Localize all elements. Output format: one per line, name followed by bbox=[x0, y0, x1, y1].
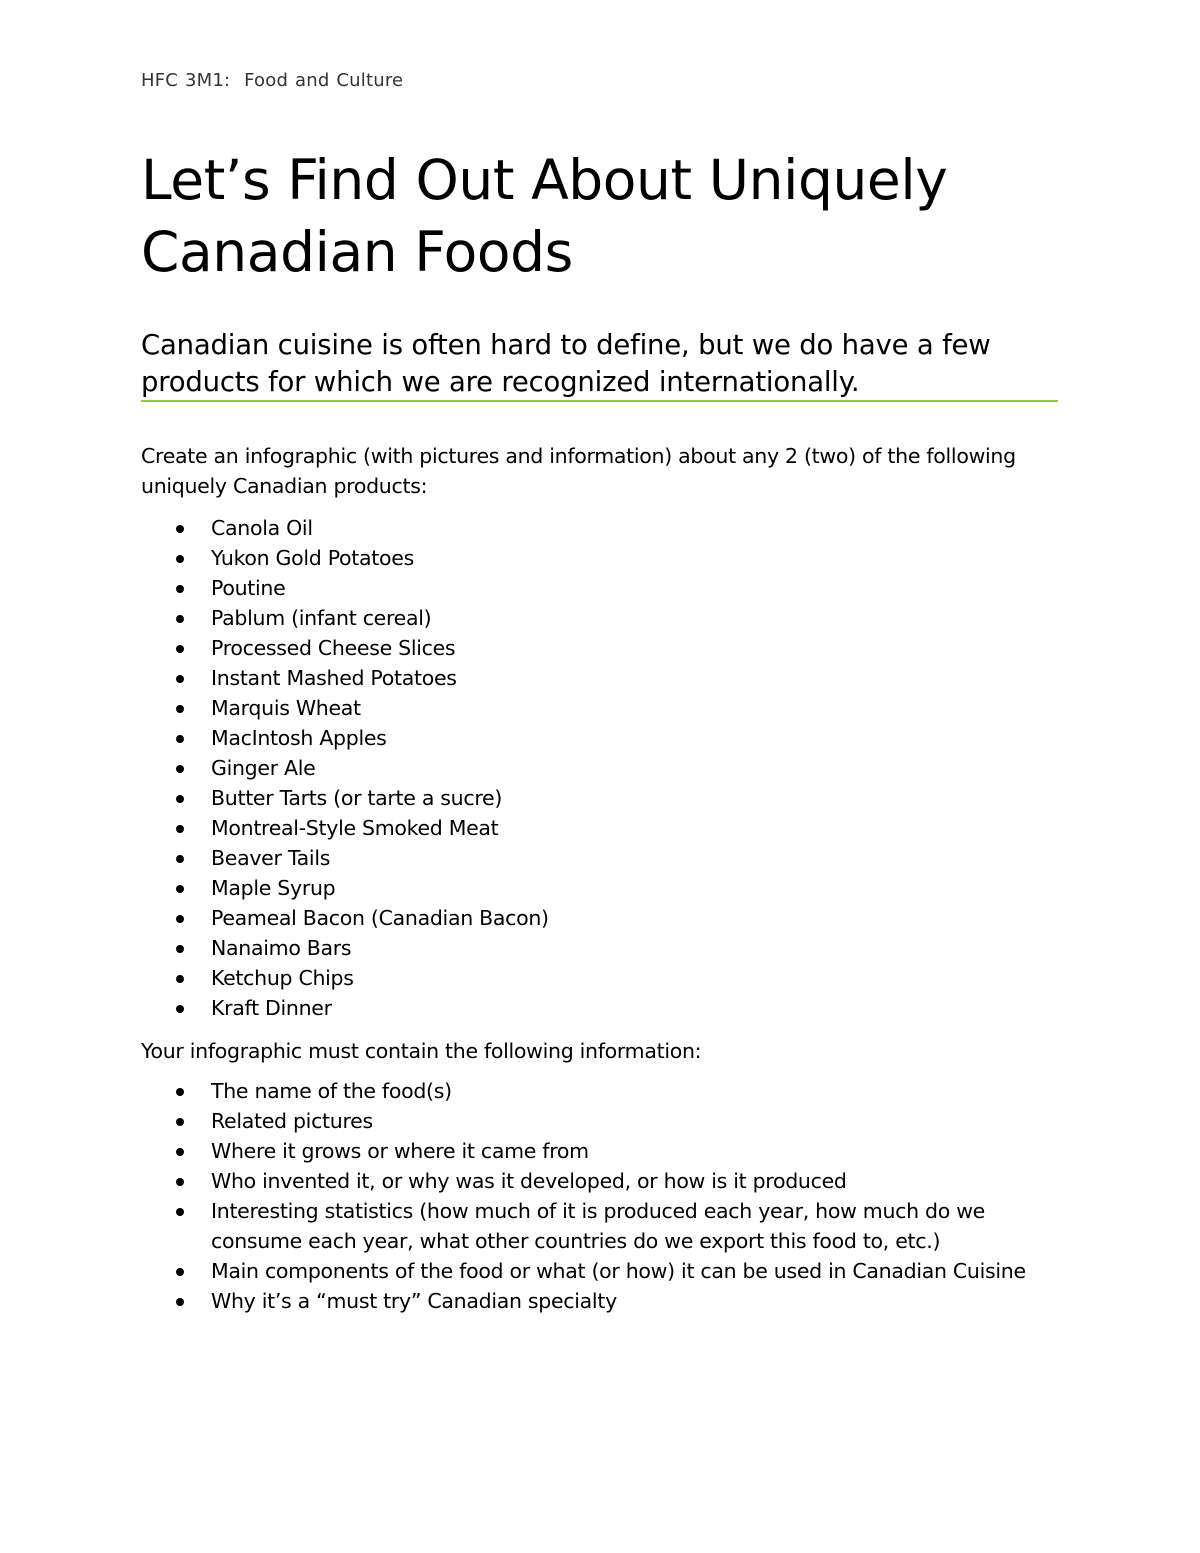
bullet-icon bbox=[176, 885, 184, 893]
requirement-label: Related pictures bbox=[211, 1109, 373, 1133]
bullet-icon bbox=[176, 555, 184, 563]
requirements-intro: Your infographic must contain the following information: bbox=[141, 1039, 702, 1063]
product-item bbox=[0, 843, 1041, 873]
product-label: Kraft Dinner bbox=[211, 996, 332, 1020]
requirements-list bbox=[0, 1076, 1041, 1316]
bullet-icon bbox=[176, 915, 184, 923]
product-item bbox=[0, 873, 1041, 903]
bullet-icon bbox=[176, 1088, 184, 1096]
course-header: HFC 3M1: Food and Culture bbox=[141, 70, 404, 91]
bullet-icon bbox=[176, 945, 184, 953]
product-item bbox=[0, 753, 1041, 783]
bullet-icon bbox=[176, 1298, 184, 1306]
assignment-instruction: Create an infographic (with pictures and information) about any 2 (two) of the following uniquely Canadian products: bbox=[141, 444, 1016, 498]
requirement-item bbox=[0, 1196, 1041, 1256]
product-label: Nanaimo Bars bbox=[211, 936, 352, 960]
product-item bbox=[0, 903, 1041, 933]
requirement-item bbox=[0, 1166, 1041, 1196]
bullet-icon bbox=[176, 975, 184, 983]
product-item bbox=[0, 513, 1041, 543]
product-label: Maple Syrup bbox=[211, 876, 336, 900]
bullet-icon bbox=[176, 795, 184, 803]
bullet-icon bbox=[176, 1268, 184, 1276]
products-list bbox=[0, 513, 1041, 1023]
bullet-icon bbox=[176, 765, 184, 773]
product-label: MacIntosh Apples bbox=[211, 726, 387, 750]
bullet-icon bbox=[176, 1005, 184, 1013]
requirement-label: The name of the food(s) bbox=[211, 1079, 452, 1103]
product-item bbox=[0, 723, 1041, 753]
product-item bbox=[0, 813, 1041, 843]
requirement-item bbox=[0, 1286, 1041, 1316]
bullet-icon bbox=[176, 1148, 184, 1156]
product-label: Ginger Ale bbox=[211, 756, 316, 780]
bullet-icon bbox=[176, 1208, 184, 1216]
product-item bbox=[0, 663, 1041, 693]
product-item bbox=[0, 993, 1041, 1023]
bullet-icon bbox=[176, 675, 184, 683]
bullet-icon bbox=[176, 615, 184, 623]
requirement-label: Who invented it, or why was it developed, or how is it produced bbox=[211, 1169, 847, 1193]
product-item bbox=[0, 693, 1041, 723]
product-label: Pablum (infant cereal) bbox=[211, 606, 432, 630]
bullet-icon bbox=[176, 585, 184, 593]
product-item bbox=[0, 633, 1041, 663]
product-label: Peameal Bacon (Canadian Bacon) bbox=[211, 906, 549, 930]
subtitle-divider bbox=[141, 400, 1058, 402]
requirement-label: Main components of the food or what (or how) it can be used in Canadian Cuisine bbox=[211, 1259, 1026, 1283]
product-label: Beaver Tails bbox=[211, 846, 331, 870]
bullet-icon bbox=[176, 735, 184, 743]
product-item bbox=[0, 603, 1041, 633]
product-label: Instant Mashed Potatoes bbox=[211, 666, 457, 690]
requirement-label: Why it’s a “must try” Canadian specialty bbox=[211, 1289, 617, 1313]
bullet-icon bbox=[176, 1178, 184, 1186]
requirement-item bbox=[0, 1136, 1041, 1166]
product-label: Yukon Gold Potatoes bbox=[211, 546, 414, 570]
product-label: Poutine bbox=[211, 576, 286, 600]
requirement-label: Where it grows or where it came from bbox=[211, 1139, 589, 1163]
page-subtitle: Canadian cuisine is often hard to define, but we do have a few products for which we are recognized internationally. bbox=[141, 329, 991, 398]
product-label: Canola Oil bbox=[211, 516, 313, 540]
bullet-icon bbox=[176, 1118, 184, 1126]
product-label: Marquis Wheat bbox=[211, 696, 361, 720]
requirement-item bbox=[0, 1076, 1041, 1106]
bullet-icon bbox=[176, 825, 184, 833]
product-item bbox=[0, 543, 1041, 573]
page-title: Let’s Find Out About Uniquely Canadian Foods bbox=[141, 148, 948, 284]
bullet-icon bbox=[176, 525, 184, 533]
requirement-item bbox=[0, 1256, 1041, 1286]
product-item bbox=[0, 963, 1041, 993]
product-label: Butter Tarts (or tarte a sucre) bbox=[211, 786, 503, 810]
product-item bbox=[0, 783, 1041, 813]
product-item bbox=[0, 573, 1041, 603]
product-label: Montreal-Style Smoked Meat bbox=[211, 816, 499, 840]
product-label: Ketchup Chips bbox=[211, 966, 354, 990]
requirement-item bbox=[0, 1106, 1041, 1136]
bullet-icon bbox=[176, 705, 184, 713]
product-label: Processed Cheese Slices bbox=[211, 636, 456, 660]
product-item bbox=[0, 933, 1041, 963]
bullet-icon bbox=[176, 855, 184, 863]
bullet-icon bbox=[176, 645, 184, 653]
requirement-label: Interesting statistics (how much of it is produced each year, how much do we consume each year, what other countries do we export this food to, etc.) bbox=[211, 1199, 985, 1253]
